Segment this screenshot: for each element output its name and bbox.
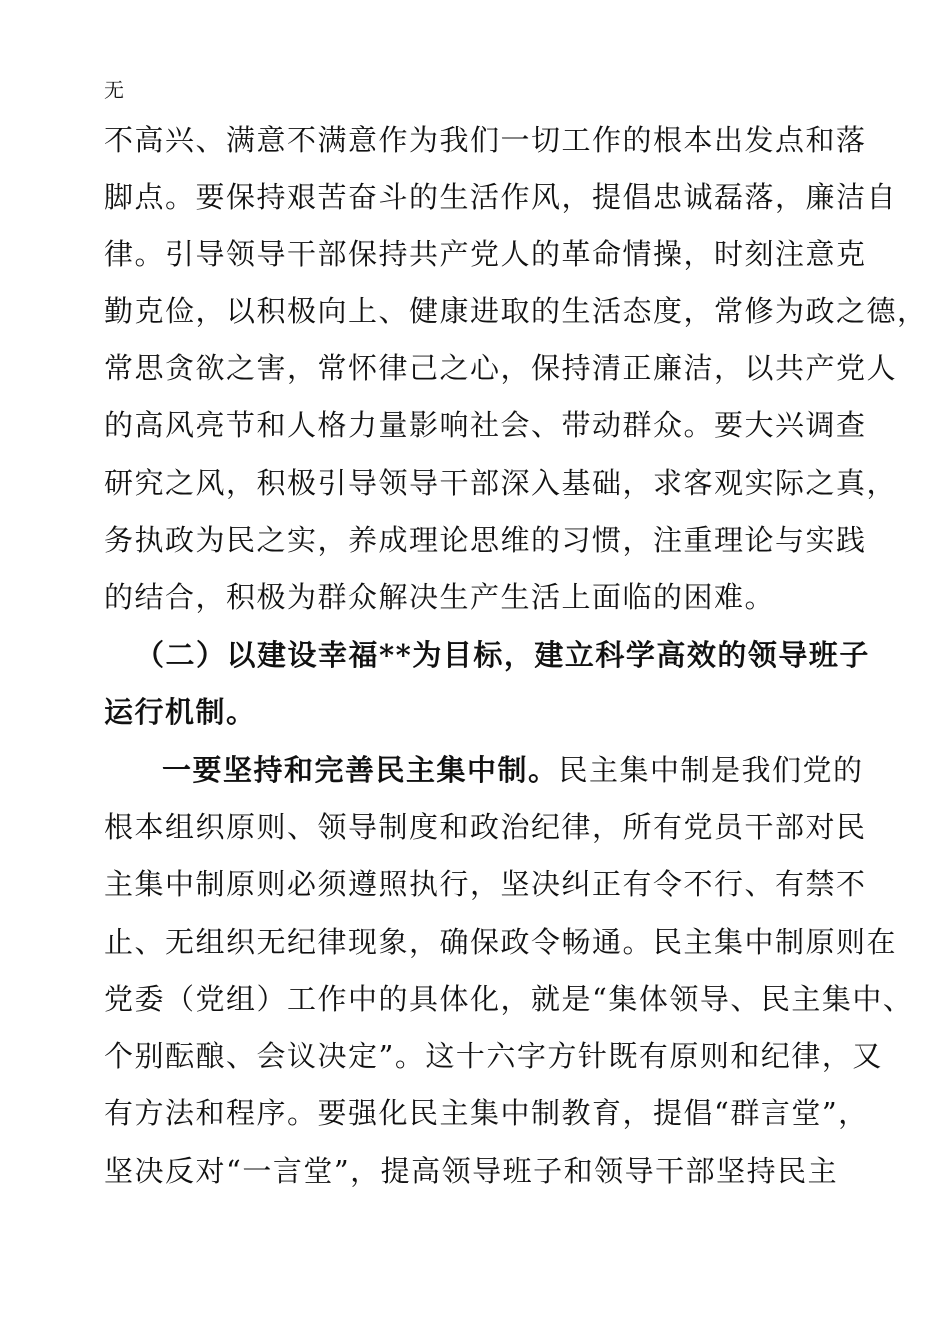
body-line: 的结合，积极为群众解决生产生活上面临的困难。 [104, 580, 776, 614]
section-heading-line1: （二）以建设幸福**为目标，建立科学高效的领导班子 [135, 638, 870, 672]
body-line: 常思贪欲之害，常怀律己之心，保持清正廉洁，以共产党人 [104, 351, 898, 385]
body-line: 不高兴、满意不满意作为我们一切工作的根本出发点和落 [104, 123, 867, 157]
body-line: 律。引导领导干部保持共产党人的革命情操，时刻注意克 [104, 237, 867, 271]
body-line: 党委（党组）工作中的具体化，就是“集体领导、民主集中、 [104, 982, 914, 1016]
body-line: 脚点。要保持艰苦奋斗的生活作风，提倡忠诚磊落，廉洁自 [104, 180, 898, 214]
body-line: 研究之风，积极引导领导干部深入基础，求客观实际之真， [104, 466, 898, 500]
body-line: 的高风亮节和人格力量影响社会、带动群众。要大兴调查 [104, 408, 867, 442]
body-line: 坚决反对“一言堂”，提高领导班子和领导干部坚持民主 [104, 1154, 839, 1188]
body-line: 个别酝酿、会议决定”。这十六字方针既有原则和纪律，又 [104, 1039, 883, 1073]
body-line: 勤克俭，以积极向上、健康进取的生活态度，常修为政之德， [104, 294, 928, 328]
section-heading-line2: 运行机制。 [104, 695, 257, 729]
page-header-text: 无 [104, 78, 124, 102]
paragraph-first-line [162, 752, 922, 788]
body-line: 止、无组织无纪律现象，确保政令畅通。民主集中制原则在 [104, 925, 898, 959]
body-line: 务执政为民之实，养成理论思维的习惯，注重理论与实践 [104, 523, 867, 557]
body-line: 主集中制原则必须遵照执行，坚决纠正有令不行、有禁不 [104, 867, 867, 901]
body-line: 根本组织原则、领导制度和政治纪律，所有党员干部对民 [104, 810, 867, 844]
body-line: 有方法和程序。要强化民主集中制教育，提倡“群言堂”， [104, 1096, 869, 1130]
paragraph-first-line-rest: 民主集中制是我们党的 [558, 753, 864, 787]
paragraph-bold-lead: 一要坚持和完善民主集中制。 [162, 753, 559, 787]
